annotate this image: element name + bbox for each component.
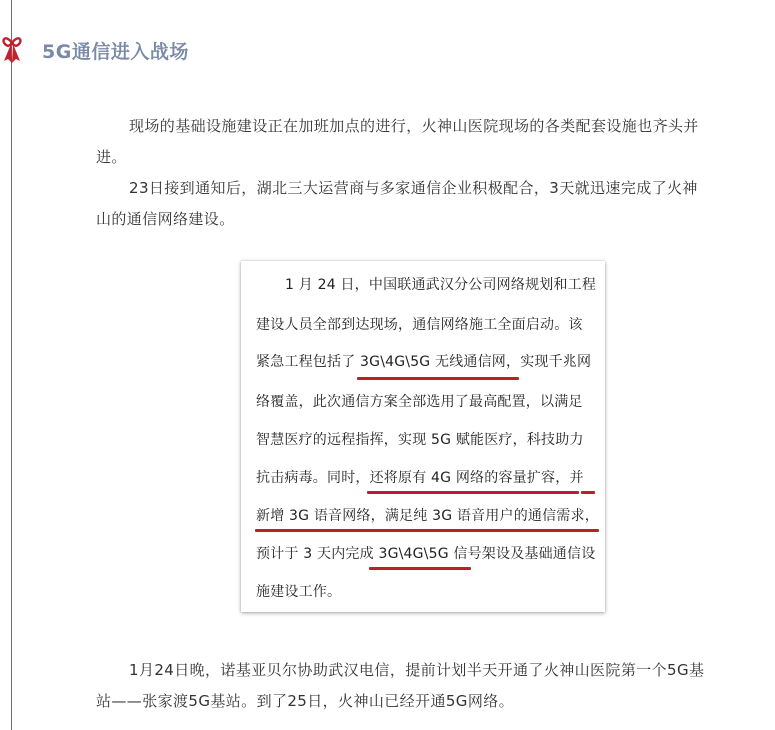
red-underline-mark — [367, 491, 579, 494]
red-underline-mark — [357, 377, 519, 380]
excerpt-line: 建设人员全部到达现场，通信网络施工全面启动。该 — [256, 317, 583, 333]
outro-paragraph: 1月24日晚，诺基亚贝尔协助武汉电信，提前计划半天开通了火神山医院第一个5G基站——张家渡5G基站。到了25日，火神山已经开通5G网络。 — [96, 661, 705, 710]
excerpt-line: 施建设工作。 — [256, 584, 342, 600]
excerpt-line: 络覆盖，此次通信方案全部选用了最高配置，以满足 — [256, 394, 583, 410]
intro-paragraph-2: 23日接到通知后，湖北三大运营商与多家通信企业积极配合，3天就迅速完成了火神山的通信网络建设。 — [96, 179, 698, 228]
intro-paragraph-1: 现场的基础设施建设正在加班加点的进行，火神山医院现场的各类配套设施也齐头并进。 — [96, 117, 699, 166]
news-excerpt-image — [241, 261, 605, 612]
red-underline-mark — [581, 491, 595, 494]
red-underline-mark — [255, 529, 599, 532]
section-title: 5G通信进入战场 — [42, 41, 189, 63]
excerpt-line: 抗击病毒。同时，还将原有 4G 网络的容量扩容，并 — [256, 470, 584, 486]
excerpt-line: 1 月 24 日，中国联通武汉分公司网络规划和工程 — [285, 277, 597, 293]
excerpt-line: 紧急工程包括了 3G\4G\5G 无线通信网，实现千兆网 — [256, 354, 592, 370]
excerpt-line: 新增 3G 语音网络，满足纯 3G 语音用户的通信需求， — [256, 508, 599, 524]
left-border-rule — [11, 0, 12, 730]
excerpt-line: 预计于 3 天内完成 3G\4G\5G 信号架设及基础通信设 — [256, 546, 596, 562]
red-ribbon-icon — [0, 34, 24, 64]
red-underline-mark — [369, 567, 471, 570]
excerpt-line: 智慧医疗的远程指挥，实现 5G 赋能医疗，科技助力 — [256, 432, 584, 448]
